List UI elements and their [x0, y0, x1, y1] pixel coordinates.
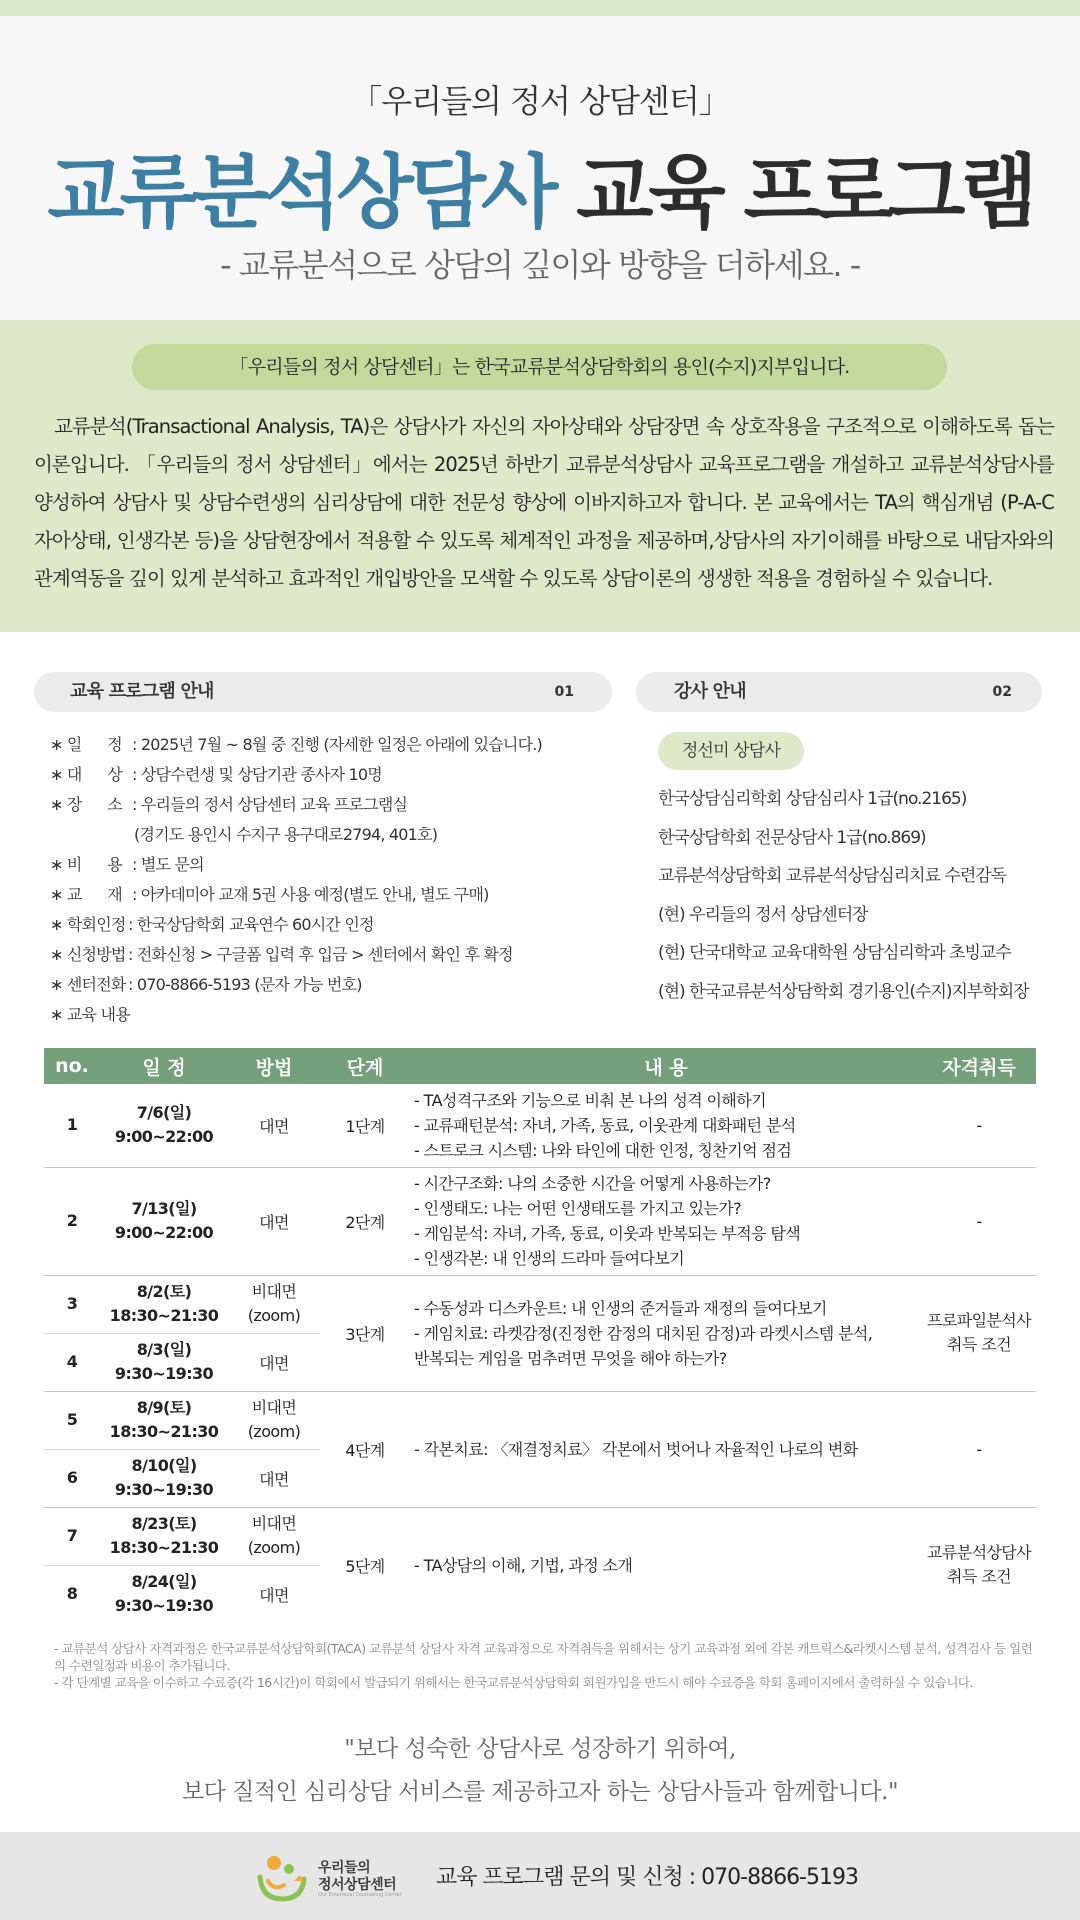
- logo-text-line1: 우리들의: [318, 1860, 371, 1876]
- table-row: 4 8/3(일) 9:30~19:30 대면: [44, 1333, 1036, 1391]
- hero-header: [0, 16, 1080, 320]
- intro-section: [0, 320, 1080, 632]
- credential-item: 교류분석상담학회 교류분석상담심리치료 수련감독: [658, 866, 1007, 887]
- instructor-section-title: 강사 안내: [674, 681, 746, 702]
- top-strip: [0, 0, 1080, 16]
- info-row: ∗ 교 재 : 아카데미아 교재 5권 사용 예정(별도 안내, 별도 구매): [50, 885, 489, 904]
- table-row: 2 7/13(일) 9:00~22:00 대면 2단계 - 시간구조화: 나의 소중한 시간을 어떻게 사용하는가? - 인생태도: 나는 어떤 인생태도를 가지고 있는가? - 게임분석: 자녀, 가족, 동료, 이웃과 반복되는 부적응 탐색 - 인생각본: 내 인생의 드라마 들여다보기 -: [44, 1167, 1036, 1275]
- info-row: ∗ 신청방법 : 전화신청 > 구글폼 입력 후 입금 > 센터에서 확인 후 확정: [50, 945, 513, 964]
- info-row: ∗ 일 정 : 2025년 7월 ~ 8월 중 진행 (자세한 일정은 아래에 있습니다.): [50, 735, 542, 754]
- program-section-title: 교육 프로그램 안내: [70, 681, 214, 702]
- footnote: - 교류분석 상담사 자격과정은 한국교류분석상담학회(TACA) 교류분석 상담사 자격 교육과정으로 자격취득을 위해서는 상기 교육과정 외에 각본 캐트릭스&라켓시스템 분석, 성격검사 등 일련의 수련일정과 비용이 추가됩니다.: [54, 1641, 1033, 1673]
- info-row: ∗ 센터전화 : 070-8866-5193 (문자 가능 번호): [50, 975, 362, 994]
- credential-item: 한국상담학회 전문상담사 1급(no.869): [658, 827, 926, 848]
- credential-item: 한국상담심리학회 상담심리사 1급(no.2165): [658, 789, 967, 809]
- table-header-content: 내 용: [410, 1048, 922, 1084]
- instructor-section-header: [636, 672, 1042, 712]
- info-row: ∗ 학회인정 : 한국상담학회 교육연수 60시간 인정: [50, 915, 374, 934]
- info-row: ∗ 비 용 : 별도 문의: [50, 855, 204, 874]
- table-row: 3 8/2(토) 18:30~21:30 비대면 (zoom) 3단계 - 수동성과 디스카운트: 내 인생의 준거들과 재정의 들여다보기 - 게임치료: 라켓감정(진정한 감정의 대치된 감정)과 라켓시스템 분석, 반복되는 게임을 멈추려면 무엇을 해야 하는가? 프로파일분석사 취득 조건: [44, 1275, 1036, 1333]
- hero-subtitle: 「우리들의 정서 상담센터」: [350, 82, 730, 120]
- instructor-name-chip: 정선미 상담사: [658, 732, 804, 770]
- table-row: 6 8/10(일) 9:30~19:30 대면: [44, 1449, 1036, 1507]
- center-logo: [254, 1847, 424, 1907]
- logo-icon: [254, 1851, 308, 1903]
- table-row: 5 8/9(토) 18:30~21:30 비대면 (zoom) 4단계 - 각본치료: 〈재결정치료〉 각본에서 벗어나 자율적인 나로의 변화 -: [44, 1391, 1036, 1449]
- hero-tagline: - 교류분석으로 상담의 깊이와 방향을 더하세요. -: [220, 246, 860, 284]
- table-row: 7 8/23(토) 18:30~21:30 비대면 (zoom) 5단계 - TA상담의 이해, 기법, 과정 소개 교류분석상담사 취득 조건: [44, 1507, 1036, 1565]
- table-header-qualification: 자격취득: [922, 1048, 1036, 1084]
- info-row: ∗ 장 소 : 우리들의 정서 상담센터 교육 프로그램실: [50, 795, 408, 814]
- closing-quote: [0, 1728, 1080, 1814]
- credential-item: (현) 단국대학교 교육대학원 상담심리학과 초빙교수: [658, 943, 1011, 964]
- table-header-date: 일 정: [100, 1048, 228, 1084]
- footnote: - 각 단계별 교육을 이수하고 수료증(각 16시간)이 학회에서 발급되기 위해서는 한국교류분석상담학회 회원가입을 반드시 해야 수료증을 학회 홈페이지에서 출력하실 수 있습니다.: [54, 1675, 973, 1690]
- page-title-accent: 교류분석상담사: [47, 146, 554, 239]
- page-title-rest: 교육 프로그램: [576, 146, 1033, 239]
- intro-paragraph: 교류분석(Transactional Analysis, TA)은 상담사가 자신의 자아상태와 상담장면 속 상호작용을 구조적으로 이해하도록 돕는 이론입니다. 「우리들의 정서 상담센터」에서는 2025년 하반기 교류분석상담사 교육프로그램을 개설하고 교류분석상담사를 양성하여 상담사 및 상담수련생의 심리상담에 대한 전문성 향상에 이바지하고자 합니다. 본 교육에서는 TA의 핵심개념 (P-A-C 자아상태, 인생각본 등)을 상담현장에서 적용할 수 있도록 체계적인 과정을 제공하며,상담사의 자기이해를 바탕으로 내담자와의 관계역동을 깊이 있게 분석하고 효과적인 개입방안을 모색할 수 있도록 상담이론의 생생한 적용을 경험하실 수 있습니다.: [34, 415, 1054, 590]
- logo-text-line3: Our Emotional Counseling Center: [318, 1892, 402, 1898]
- page-title: [0, 128, 1080, 243]
- instructor-credentials: [658, 780, 1058, 1012]
- info-row: ∗ 교육 내용: [50, 1005, 130, 1024]
- table-row: 1 7/6(일) 9:00~22:00 대면 1단계 - TA성격구조와 기능으로 비춰 본 나의 성격 이해하기 - 교류패턴분석: 자녀, 가족, 동료, 이웃관계 대화패턴 분석 - 스트로크 시스템: 나와 타인에 대한 인정, 칭찬기억 점검 -: [44, 1084, 1036, 1167]
- table-header-stage: 단계: [320, 1048, 410, 1084]
- contact-info: 교육 프로그램 문의 및 신청 : 070-8866-5193: [436, 1865, 858, 1890]
- intro-badge: 「우리들의 정서 상담센터」는 한국교류분석상담학회의 용인(수지)지부입니다.: [132, 344, 947, 390]
- program-info-list: [50, 730, 610, 1030]
- footnotes: [54, 1640, 1034, 1691]
- info-row: ∗ 대 상 : 상담수련생 및 상담기관 종사자 10명: [50, 765, 382, 784]
- instructor-section-number: 02: [992, 684, 1012, 700]
- program-section-header: [34, 672, 612, 712]
- credential-item: (현) 한국교류분석상담학회 경기용인(수지)지부학회장: [658, 981, 1029, 1002]
- quote-line: 보다 질적인 심리상담 서비스를 제공하고자 하는 상담사들과 함께합니다.": [181, 1779, 899, 1805]
- quote-line: "보다 성숙한 상담사로 성장하기 위하여,: [344, 1736, 736, 1762]
- table-header-method: 방법: [228, 1048, 320, 1084]
- table-header-no: no.: [44, 1048, 100, 1084]
- footer: [0, 1832, 1080, 1920]
- info-row: (경기도 용인시 수지구 용구대로2794, 401호): [134, 825, 438, 844]
- schedule-table: [44, 1048, 1036, 1623]
- program-section-number: 01: [554, 684, 574, 700]
- credential-item: (현) 우리들의 정서 상담센터장: [658, 904, 868, 925]
- table-row: 8 8/24(일) 9:30~19:30 대면: [66, 1572, 289, 1616]
- logo-text-line2: 정서상담센터: [318, 1877, 397, 1893]
- table-header-row: [44, 1048, 1036, 1084]
